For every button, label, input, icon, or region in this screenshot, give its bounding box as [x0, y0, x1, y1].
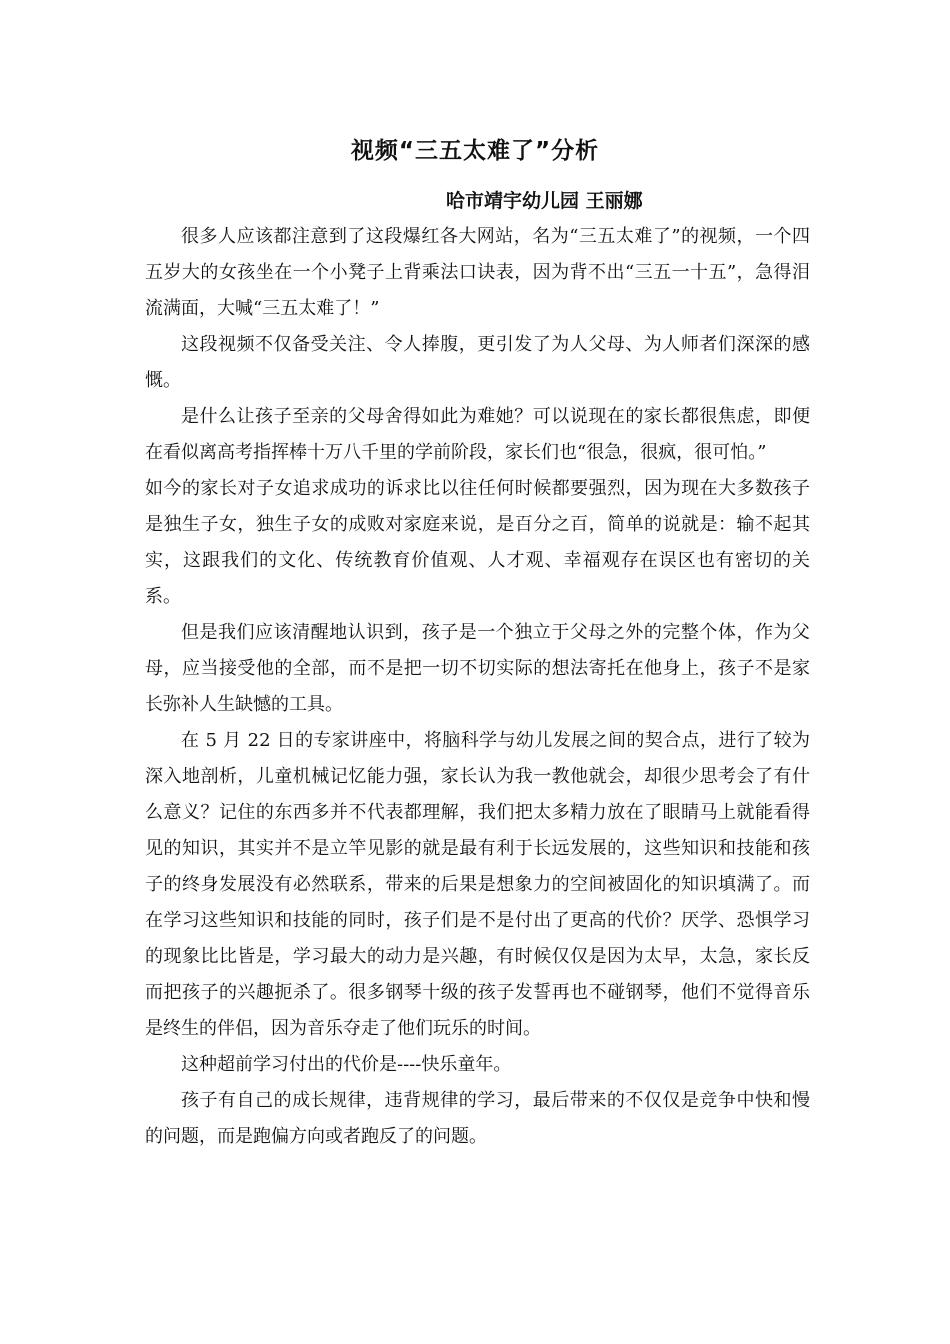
document-author: 哈市靖宇幼儿园 王丽娜	[446, 190, 643, 212]
paragraph: 孩子有自己的成长规律，违背规律的学习，最后带来的不仅仅是竞争中快和慢的问题，而是跑偏方向或者跑反了的问题。	[145, 1090, 810, 1147]
paragraph: 是什么让孩子至亲的父母舍得如此为难她？可以说现在的家长都很焦虑，即便在看似离高考指挥棒十万八千里的学前阶段，家长们也“很急，很疯，很可怕。”	[145, 406, 810, 463]
paragraph: 很多人应该都注意到了这段爆红各大网站，名为“三五太难了”的视频，一个四五岁大的女孩坐在一个小凳子上背乘法口诀表，因为背不出“三五一十五”，急得泪流满面，大喊“三五太难了！”	[145, 226, 810, 319]
paragraph: 如今的家长对子女追求成功的诉求比以往任何时候都要强烈，因为现在大多数孩子是独生子女，独生子女的成败对家庭来说，是百分之百，简单的说就是：输不起其实，这跟我们的文化、传统教育价值观、人才观、幸福观存在误区也有密切的关系。	[145, 478, 810, 607]
paragraph: 但是我们应该清醒地认识到，孩子是一个独立于父母之外的完整个体，作为父母，应当接受他的全部，而不是把一切不切实际的想法寄托在他身上，孩子不是家长弥补人生缺憾的工具。	[145, 622, 810, 715]
paragraph: 在 5 月 22 日的专家讲座中，将脑科学与幼儿发展之间的契合点，进行了较为深入地剖析，儿童机械记忆能力强，家长认为我一教他就会，却很少思考会了有什么意义？记住的东西多并不代表都理解，我们把太多精力放在了眼睛马上就能看得见的知识，其实并不是立竿见影的就是最有利于长远发展的，这些知识和技能和孩子的终身发展没有必然联系，带来的后果是想象力的空间被固化的知识填满了。而在学习这些知识和技能的同时，孩子们是不是付出了更高的代价？厌学、恐惧学习的现象比比皆是，学习最大的动力是兴趣，有时候仅仅是因为太早，太急，家长反而把孩子的兴趣扼杀了。很多钢琴十级的孩子发誓再也不碰钢琴，他们不觉得音乐是终生的伴侣，因为音乐夺走了他们玩乐的时间。	[145, 730, 810, 1039]
document-title: 视频“三五太难了”分析	[350, 138, 600, 164]
paragraph: 这种超前学习付出的代价是----快乐童年。	[181, 1054, 512, 1075]
paragraph: 这段视频不仅备受关注、令人捧腹，更引发了为人父母、为人师者们深深的感慨。	[145, 334, 810, 391]
document-body	[145, 219, 810, 1155]
